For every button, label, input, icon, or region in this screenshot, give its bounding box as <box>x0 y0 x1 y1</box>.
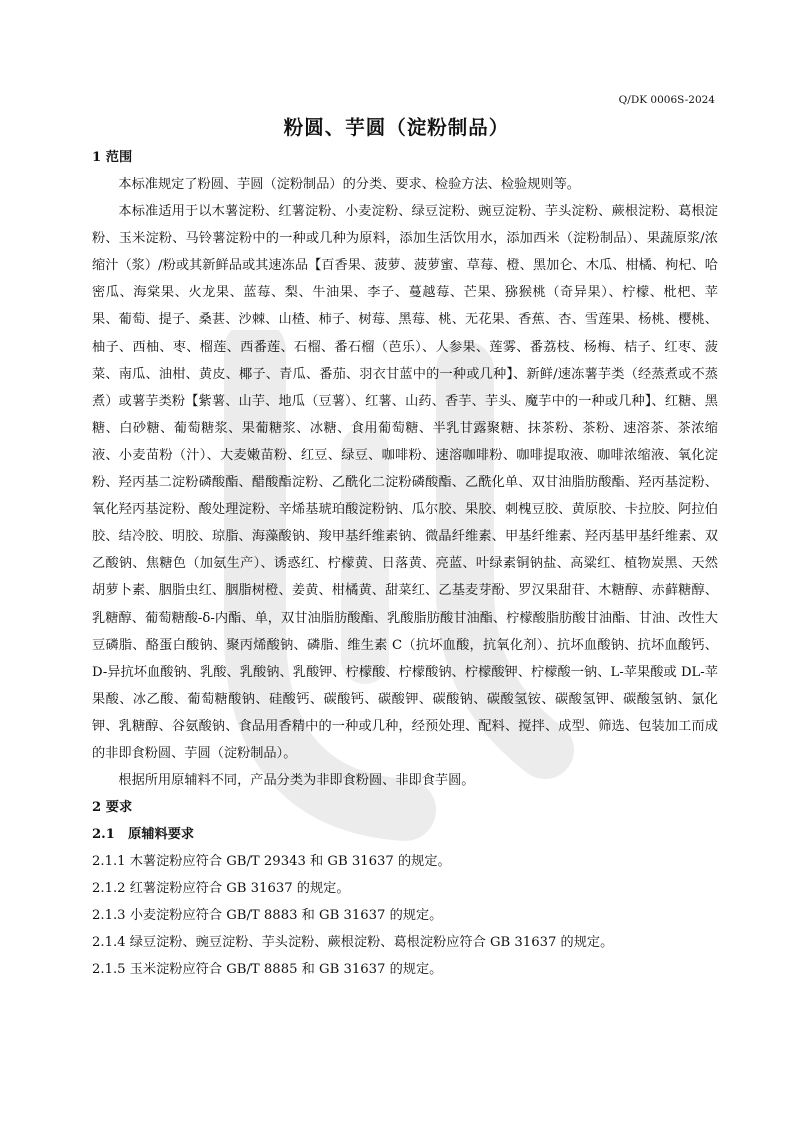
document-code: Q/DK 0006S-2024 <box>618 94 715 106</box>
clause-2-1-4: 2.1.4 绿豆淀粉、豌豆淀粉、芋头淀粉、蕨根淀粉、葛根淀粉应符合 GB 31637 的规定。 <box>92 935 614 951</box>
clause-2-1-1: 2.1.1 木薯淀粉应符合 GB/T 29343 和 GB 31637 的规定。 <box>92 854 451 870</box>
section-heading-scope: 1 范围 <box>92 150 133 165</box>
scope-paragraph-3: 根据所用原辅料不同，产品分类为非即食粉圆、非即食芋圆。 <box>118 773 475 789</box>
scope-paragraph-2: 本标准适用于以木薯淀粉、红薯淀粉、小麦淀粉、绿豆淀粉、豌豆淀粉、芋头淀粉、蕨根淀粉、葛根淀粉、玉米淀粉、马铃薯淀粉中的一种或几种为原料，添加生活饮用水，添加西米（淀粉制品）、果蔬原浆/浓缩汁（浆）/粉或其新鲜品或其速冻品【百香果、菠萝、菠萝蜜、草莓、橙、黑加仑、木瓜、柑橘、枸杞、哈密瓜、海棠果、火龙果、蓝莓、梨、牛油果、李子、蔓越莓、芒果、猕猴桃（奇异果）、柠檬、枇杷、苹果、葡萄、提子、桑葚、沙棘、山楂、柿子、树莓、黑莓、桃、无花果、香蕉、杏、雪莲果、杨桃、樱桃、柚子、西柚、枣、榴莲、西番莲、石榴、番石榴（芭乐）、人参果、莲雾、番荔枝、杨梅、桔子、红枣、菠菜、南瓜、油柑、黄皮、椰子、青瓜、番茄、羽衣甘蓝中的一种或几种】、新鲜/速冻薯芋类（经蒸煮或不蒸煮）或薯芋类粉【紫薯、山芋、地瓜（豆薯）、红薯、山药、香芋、芋头、魔芋中的一种或几种】、红糖、黑糖、白砂糖、葡萄糖浆、果葡糖浆、冰糖、食用葡萄糖、半乳甘露聚糖、抹茶粉、茶粉、速溶茶、茶浓缩液、小麦苗粉（汁）、大麦嫩苗粉、红豆、绿豆、咖啡粉、速溶咖啡粉、咖啡提取液、咖啡浓缩液、氧化淀粉、羟丙基二淀粉磷酸酯、醋酸酯淀粉、乙酰化二淀粉磷酸酯、乙酰化单、双甘油脂肪酸酯、羟丙基淀粉、氧化羟丙基淀粉、酸处理淀粉、辛烯基琥珀酸淀粉钠、瓜尔胶、果胶、刺槐豆胶、黄原胶、卡拉胶、阿拉伯胶、结冷胶、明胶、琼脂、海藻酸钠、羧甲基纤维素钠、微晶纤维素、甲基纤维素、羟丙基甲基纤维素、双乙酸钠、焦糖色（加氨生产）、诱惑红、柠檬黄、日落黄、亮蓝、叶绿素铜钠盐、高粱红、植物炭黑、天然胡萝卜素、胭脂虫红、胭脂树橙、姜黄、柑橘黄、甜菜红、乙基麦芽酚、罗汉果甜苷、木糖醇、赤藓糖醇、乳糖醇、葡萄糖酸-δ-内酯、单，双甘油脂肪酸酯、乳酸脂肪酸甘油酯、柠檬酸脂肪酸甘油酯、甘油、改性大豆磷脂、酪蛋白酸钠、聚丙烯酸钠、磷脂、维生素 C（抗坏血酸，抗氧化剂）、抗坏血酸钠、抗坏血酸钙、D-异抗坏血酸钠、乳酸、乳酸钠、乳酸钾、柠檬酸、柠檬酸钠、柠檬酸钾、柠檬酸一钠、L-苹果酸或 DL-苹果酸、冰乙酸、葡萄糖酸钠、硅酸钙、碳酸钙、碳酸钾、碳酸钠、碳酸氢铵、碳酸氢钾、碳酸氢钠、氯化钾、乳糖醇、谷氨酸钠、食品用香精中的一种或几种，经预处理、配料、搅拌、成型、筛选、包装加工而成的非即食粉圆、芋圆（淀粉制品）。 <box>92 204 718 761</box>
clause-2-1-5: 2.1.5 玉米淀粉应符合 GB/T 8885 和 GB 31637 的规定。 <box>92 962 443 978</box>
document-title: 粉圆、芋圆（淀粉制品） <box>283 116 510 139</box>
clause-2-1-2: 2.1.2 红薯淀粉应符合 GB 31637 的规定。 <box>92 881 350 897</box>
document-body <box>92 144 718 983</box>
clause-2-1-3: 2.1.3 小麦淀粉应符合 GB/T 8883 和 GB 31637 的规定。 <box>92 908 443 924</box>
scope-paragraph-1: 本标准规定了粉圆、芋圆（淀粉制品）的分类、要求、检验方法、检验规则等。 <box>118 177 580 192</box>
subsection-heading-materials: 2.1 原辅料要求 <box>92 827 195 843</box>
section-heading-requirements: 2 要求 <box>92 800 133 816</box>
